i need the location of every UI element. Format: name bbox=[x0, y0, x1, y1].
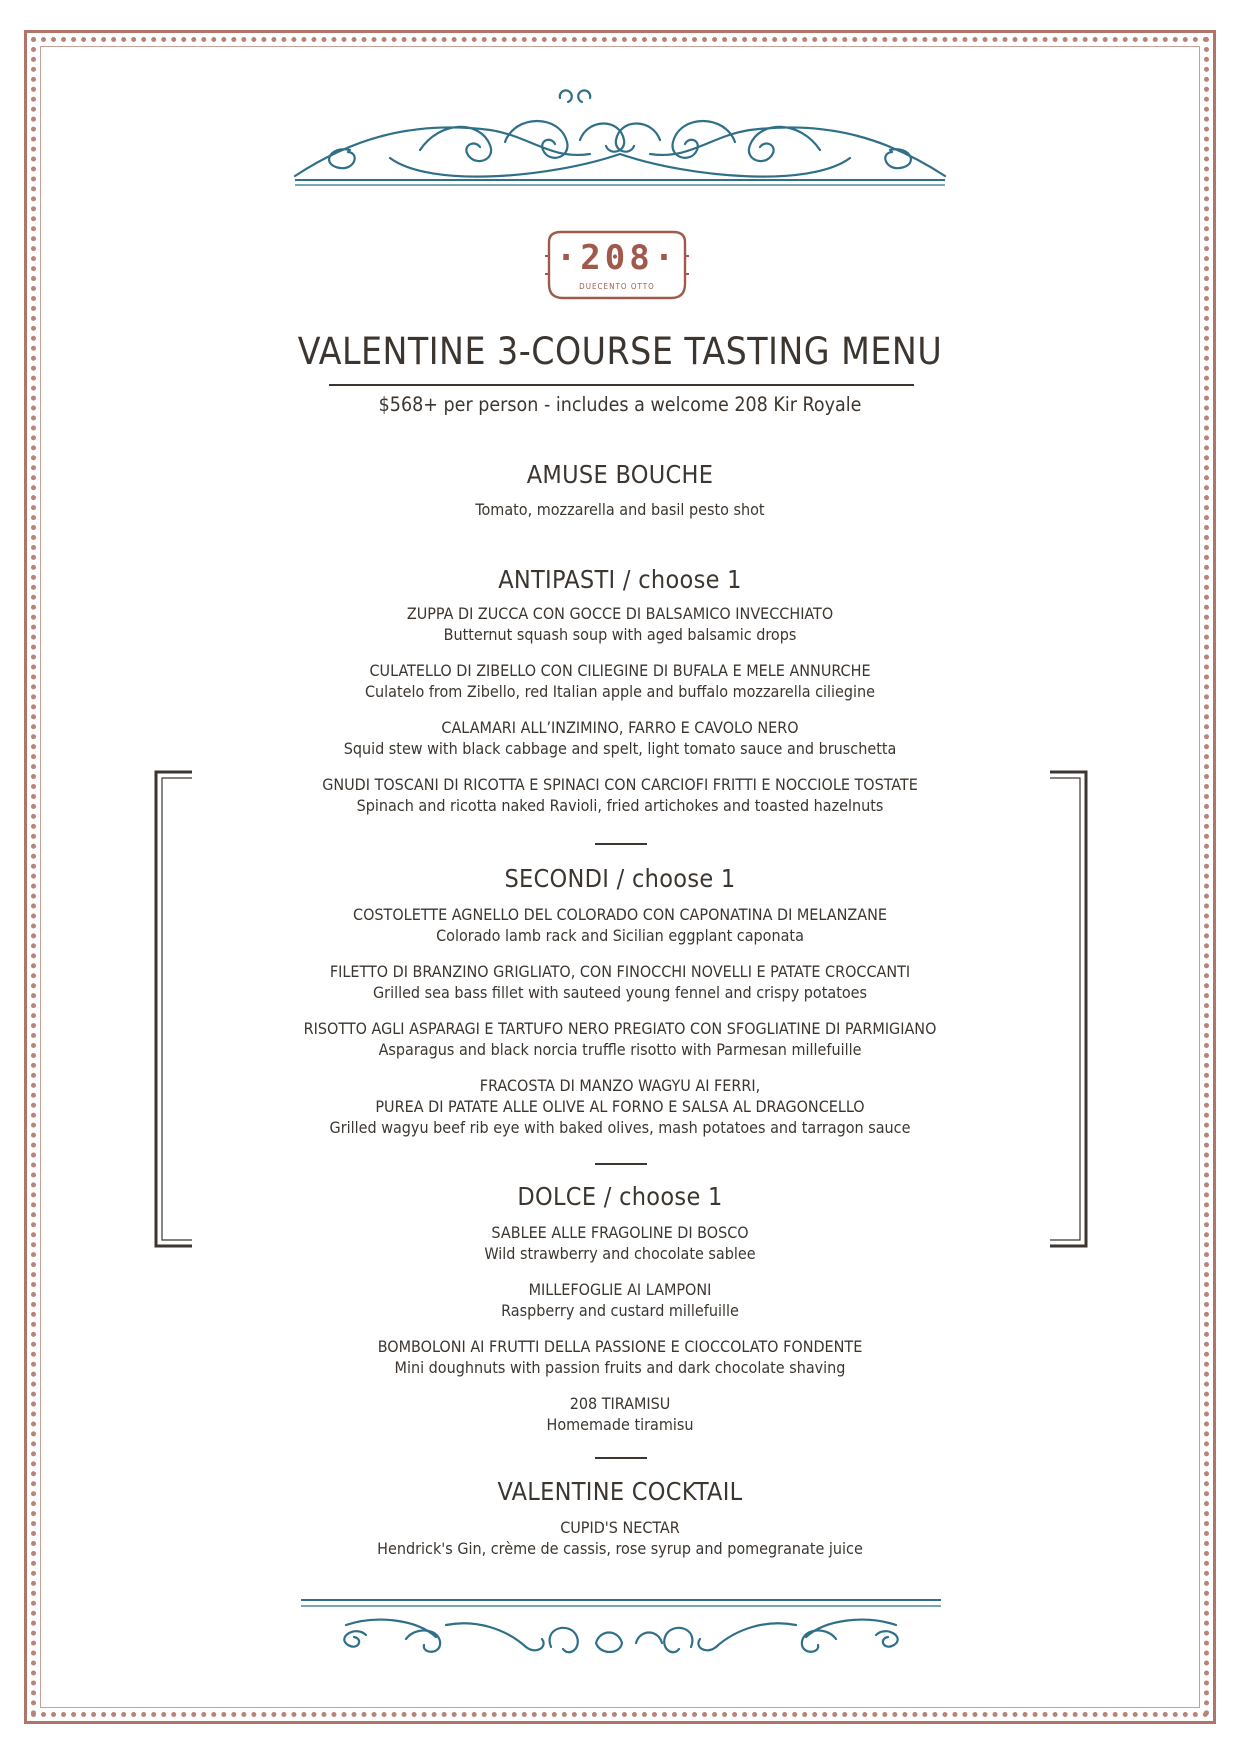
dish-italian: CALAMARI ALL’INZIMINO, FARRO E CAVOLO NERO bbox=[441, 718, 799, 737]
dish-english: Asparagus and black norcia truffle risotto with Parmesan millefuille bbox=[378, 1040, 862, 1059]
logo-tagline: DUECENTO OTTO bbox=[579, 282, 655, 291]
list-item bbox=[0, 1075, 1240, 1138]
dish-italian: FILETTO DI BRANZINO GRIGLIATO, CON FINOCCHI NOVELLI E PATATE CROCCANTI bbox=[329, 962, 911, 981]
list-item bbox=[0, 1393, 1240, 1435]
antipasti-heading: ANTIPASTI / choose 1 bbox=[498, 565, 742, 594]
dish-italian: COSTOLETTE AGNELLO DEL COLORADO CON CAPONATINA DI MELANZANE bbox=[353, 905, 887, 924]
dish-italian: FRACOSTA DI MANZO WAGYU AI FERRI, bbox=[479, 1076, 761, 1095]
list-item bbox=[0, 904, 1240, 946]
dish-english: Grilled sea bass fillet with sauteed young fennel and crispy potatoes bbox=[373, 983, 867, 1002]
bottom-flourish-ornament bbox=[296, 1595, 946, 1665]
dish-english: Culatelo from Zibello, red Italian apple and buffalo mozzarella ciliegine bbox=[364, 682, 876, 701]
logo-number: ·208· bbox=[555, 238, 679, 278]
dish-english: Spinach and ricotta naked Ravioli, fried artichokes and toasted hazelnuts bbox=[356, 796, 884, 815]
section-divider bbox=[595, 1457, 647, 1459]
top-flourish-ornament bbox=[290, 80, 950, 190]
dish-english: Homemade tiramisu bbox=[546, 1415, 694, 1434]
price-subtitle: $568+ per person - includes a welcome 208 Kir Royale bbox=[378, 393, 862, 416]
section-divider bbox=[595, 1163, 647, 1165]
dish-italian: 208 TIRAMISU bbox=[569, 1394, 671, 1413]
dish-italian: BOMBOLONI AI FRUTTI DELLA PASSIONE E CIOCCOLATO FONDENTE bbox=[377, 1337, 863, 1356]
list-item bbox=[0, 717, 1240, 759]
cocktail-name: CUPID'S NECTAR bbox=[560, 1518, 680, 1537]
list-item bbox=[0, 1336, 1240, 1378]
list-item bbox=[0, 1222, 1240, 1264]
list-item bbox=[0, 1018, 1240, 1060]
dish-italian: CULATELLO DI ZIBELLO CON CILIEGINE DI BUFALA E MELE ANNURCHE bbox=[369, 661, 871, 680]
dish-english: Grilled wagyu beef rib eye with baked olives, mash potatoes and tarragon sauce bbox=[329, 1118, 911, 1137]
dish-italian: ZUPPA DI ZUCCA CON GOCCE DI BALSAMICO INVECCHIATO bbox=[406, 604, 834, 623]
left-bracket bbox=[152, 770, 192, 1248]
dish-italian: GNUDI TOSCANI DI RICOTTA E SPINACI CON CARCIOFI FRITTI E NOCCIOLE TOSTATE bbox=[322, 775, 918, 794]
restaurant-logo bbox=[541, 228, 693, 306]
cocktail-description: Hendrick's Gin, crème de cassis, rose syrup and pomegranate juice bbox=[377, 1539, 863, 1558]
dish-italian: SABLEE ALLE FRAGOLINE DI BOSCO bbox=[491, 1223, 749, 1242]
dish-italian: MILLEFOGLIE AI LAMPONI bbox=[528, 1280, 712, 1299]
title-underline bbox=[329, 384, 914, 386]
dish-english: Butternut squash soup with aged balsamic drops bbox=[443, 625, 797, 644]
dish-english: Mini doughnuts with passion fruits and dark chocolate shaving bbox=[394, 1358, 846, 1377]
section-divider bbox=[595, 843, 647, 845]
secondi-heading: SECONDI / choose 1 bbox=[504, 864, 736, 893]
dish-english: Squid stew with black cabbage and spelt, light tomato sauce and bruschetta bbox=[343, 739, 897, 758]
list-item bbox=[0, 961, 1240, 1003]
dolce-heading: DOLCE / choose 1 bbox=[517, 1182, 723, 1211]
dish-english: Raspberry and custard millefuille bbox=[501, 1301, 739, 1320]
dish-italian-line2: PUREA DI PATATE ALLE OLIVE AL FORNO E SALSA AL DRAGONCELLO bbox=[375, 1097, 865, 1116]
amuse-heading: AMUSE BOUCHE bbox=[526, 460, 714, 489]
right-bracket bbox=[1050, 770, 1090, 1248]
amuse-description: Tomato, mozzarella and basil pesto shot bbox=[475, 500, 765, 519]
dish-english: Colorado lamb rack and Sicilian eggplant caponata bbox=[436, 926, 804, 945]
list-item bbox=[0, 1279, 1240, 1321]
list-item bbox=[0, 660, 1240, 702]
dish-english: Wild strawberry and chocolate sablee bbox=[484, 1244, 756, 1263]
list-item bbox=[0, 1517, 1240, 1559]
dish-italian: RISOTTO AGLI ASPARAGI E TARTUFO NERO PREGIATO CON SFOGLIATINE DI PARMIGIANO bbox=[303, 1019, 937, 1038]
cocktail-heading: VALENTINE COCKTAIL bbox=[497, 1477, 743, 1506]
page-title: VALENTINE 3-COURSE TASTING MENU bbox=[297, 330, 943, 373]
list-item bbox=[0, 603, 1240, 645]
list-item bbox=[0, 774, 1240, 816]
